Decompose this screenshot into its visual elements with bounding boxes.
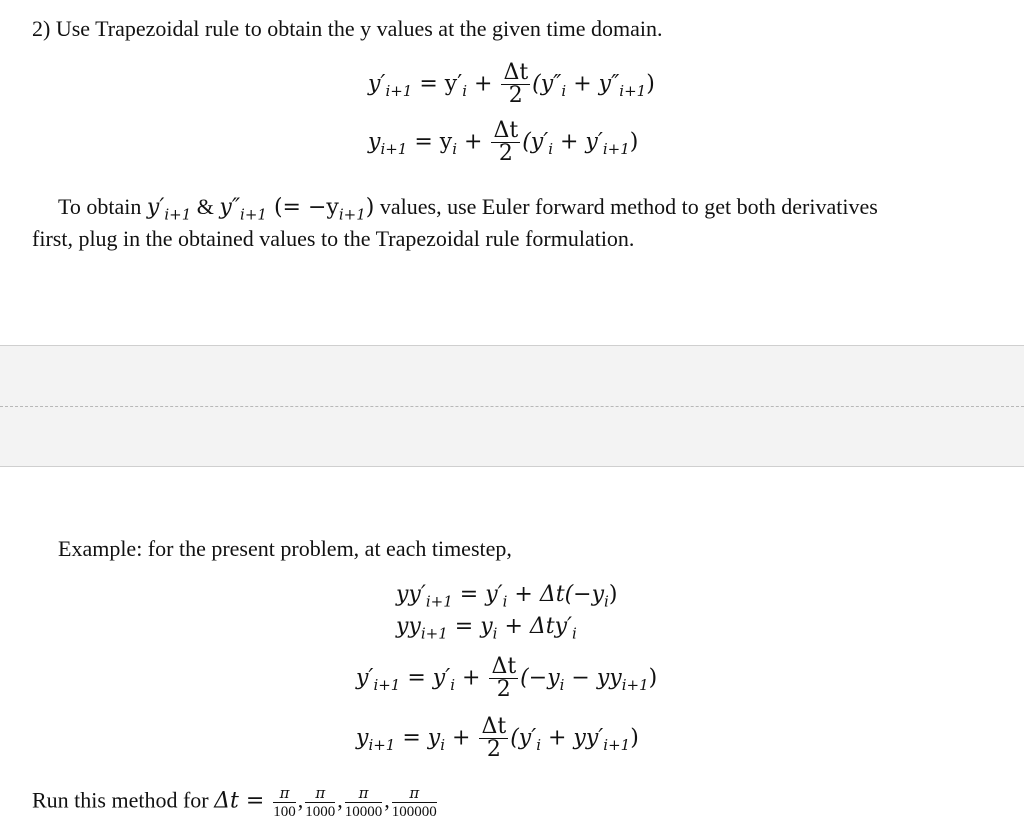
instruction-paragraph-line1: To obtain $y'_{i+1}$ & $y''_{i+1}$ (= $-y_{i+1}$) values, use Euler forward method to get both derivatives [58,194,878,224]
timestep-fraction-2: $\frac{\pi}{1000}$ [305,784,336,820]
instruction-paragraph-line2: first, plug in the obtained values to the Trapezoidal rule formulation. [32,226,635,251]
problem-heading: 2) Use Trapezoidal rule to obtain the y values at the given time domain. [32,16,663,41]
page-break-band [0,345,1024,467]
trapezoid-derivative-equation: $y'_{i+1} = y'_i$ + $\frac{\Delta t}{2}$ $(y''_i + y''_{i+1})$ [368,60,655,108]
timestep-fraction-3: $\frac{\pi}{10000}$ [344,784,383,820]
dashed-divider [0,406,1024,407]
example-intro: Example: for the present problem, at each timestep, [58,536,512,561]
timestep-fraction-4: $\frac{\pi}{100000}$ [391,784,437,820]
euler-value-equation: $yy_{i+1} = y_i + \Delta ty'_i$ [396,614,577,643]
euler-derivative-equation: $yy'_{i+1} = y'_i + \Delta t(-y_i)$ [396,582,618,611]
example-trapezoid-derivative-equation: $y'_{i+1} = y'_i$ + $\frac{\Delta t}{2}$ $(-y_i - yy_{i+1})$ [356,654,658,702]
timestep-fraction-1: $\frac{\pi}{100}$ [273,784,296,820]
trapezoid-value-equation: $y_{i+1} = y_i$ + $\frac{\Delta t}{2}$ $(y'_i + y'_{i+1})$ [368,118,639,166]
example-trapezoid-value-equation: $y_{i+1} = y_i$ + $\frac{\Delta t}{2}$ $(y'_i + yy'_{i+1})$ [356,714,639,762]
run-instruction: Run this method for Δt = $\frac{\pi}{100}$ , $\frac{\pi}{1000}$ , $\frac{\pi}{10000}$ , $\frac{\pi}{100000}$ [32,784,437,820]
